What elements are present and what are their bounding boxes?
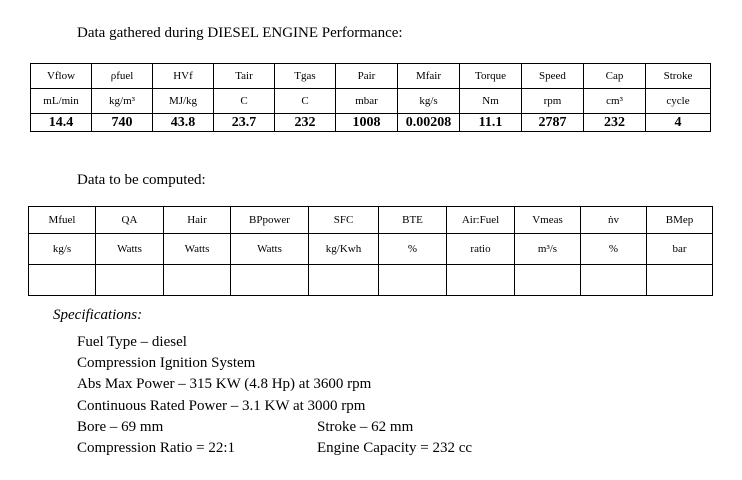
unit-sfc: kg/Kwh	[309, 234, 379, 265]
value-torque: 11.1	[460, 114, 522, 132]
unit-mfuel: kg/s	[29, 234, 96, 265]
unit-vflow: mL/min	[31, 89, 92, 114]
value-vflow: 14.4	[31, 114, 92, 132]
empty-cell-sfc	[309, 265, 379, 296]
spec-stroke: Stroke – 62 mm	[317, 419, 414, 435]
spec-engine-capacity: Engine Capacity = 232 cc	[317, 440, 473, 456]
unit-bte: %	[379, 234, 447, 265]
empty-cell-bmep	[647, 265, 713, 296]
empty-cell-vmeas	[515, 265, 581, 296]
value-tair: 23.7	[214, 114, 275, 132]
header-mfair: Mfair	[398, 64, 460, 89]
unit-vmeas: m³/s	[515, 234, 581, 265]
unit-hvf: MJ/kg	[153, 89, 214, 114]
value-cap: 232	[584, 114, 646, 132]
unit-bppower: Watts	[231, 234, 309, 265]
header-bmep: BMep	[647, 207, 713, 234]
empty-cell-qa	[96, 265, 164, 296]
empty-cell-hair	[164, 265, 231, 296]
unit-torque: Nm	[460, 89, 522, 114]
gathered-data-table	[30, 63, 711, 132]
unit-stroke: cycle	[646, 89, 711, 114]
unit-air-fuel: ratio	[447, 234, 515, 265]
spec-compression-ratio: Compression Ratio = 22:1	[77, 440, 236, 456]
header-pair: Pair	[336, 64, 398, 89]
unit-rho-fuel: kg/m³	[92, 89, 153, 114]
specifications-title: Specifications:	[53, 307, 143, 323]
unit-pair: mbar	[336, 89, 398, 114]
header-vmeas: Vmeas	[515, 207, 581, 234]
value-rho-fuel: 740	[92, 114, 153, 132]
empty-cell-bppower	[231, 265, 309, 296]
header-sfc: SFC	[309, 207, 379, 234]
unit-tair: C	[214, 89, 275, 114]
header-vflow: Vflow	[31, 64, 92, 89]
gathered-data-heading: Data gathered during DIESEL ENGINE Performance:	[77, 25, 403, 41]
value-speed: 2787	[522, 114, 584, 132]
header-tair: Tair	[214, 64, 275, 89]
header-tgas: Tgas	[275, 64, 336, 89]
empty-cell-nv	[581, 265, 647, 296]
spec-fuel-type: Fuel Type – diesel	[77, 334, 187, 350]
spec-bore: Bore – 69 mm	[77, 419, 164, 435]
computed-data-table	[28, 206, 713, 296]
unit-nv: %	[581, 234, 647, 265]
header-nv: ṅv	[581, 207, 647, 234]
header-air-fuel: Air:Fuel	[447, 207, 515, 234]
header-bte: BTE	[379, 207, 447, 234]
unit-cap: cm³	[584, 89, 646, 114]
spec-ignition: Compression Ignition System	[77, 355, 256, 371]
empty-cell-bte	[379, 265, 447, 296]
unit-mfair: kg/s	[398, 89, 460, 114]
header-hvf: HVf	[153, 64, 214, 89]
unit-bmep: bar	[647, 234, 713, 265]
empty-cell-air-fuel	[447, 265, 515, 296]
unit-tgas: C	[275, 89, 336, 114]
empty-cell-mfuel	[29, 265, 96, 296]
header-stroke: Stroke	[646, 64, 711, 89]
spec-max-power: Abs Max Power – 315 KW (4.8 Hp) at 3600 rpm	[77, 376, 372, 392]
header-hair: Hair	[164, 207, 231, 234]
header-qa: QA	[96, 207, 164, 234]
value-mfair: 0.00208	[398, 114, 460, 132]
value-tgas: 232	[275, 114, 336, 132]
header-rho-fuel: ρfuel	[92, 64, 153, 89]
unit-qa: Watts	[96, 234, 164, 265]
value-stroke: 4	[646, 114, 711, 132]
value-pair: 1008	[336, 114, 398, 132]
header-torque: Torque	[460, 64, 522, 89]
unit-speed: rpm	[522, 89, 584, 114]
header-bppower: BPpower	[231, 207, 309, 234]
spec-rated-power: Continuous Rated Power – 3.1 KW at 3000 rpm	[77, 398, 366, 414]
unit-hair: Watts	[164, 234, 231, 265]
header-speed: Speed	[522, 64, 584, 89]
computed-data-heading: Data to be computed:	[77, 172, 206, 188]
header-cap: Cap	[584, 64, 646, 89]
header-mfuel: Mfuel	[29, 207, 96, 234]
value-hvf: 43.8	[153, 114, 214, 132]
